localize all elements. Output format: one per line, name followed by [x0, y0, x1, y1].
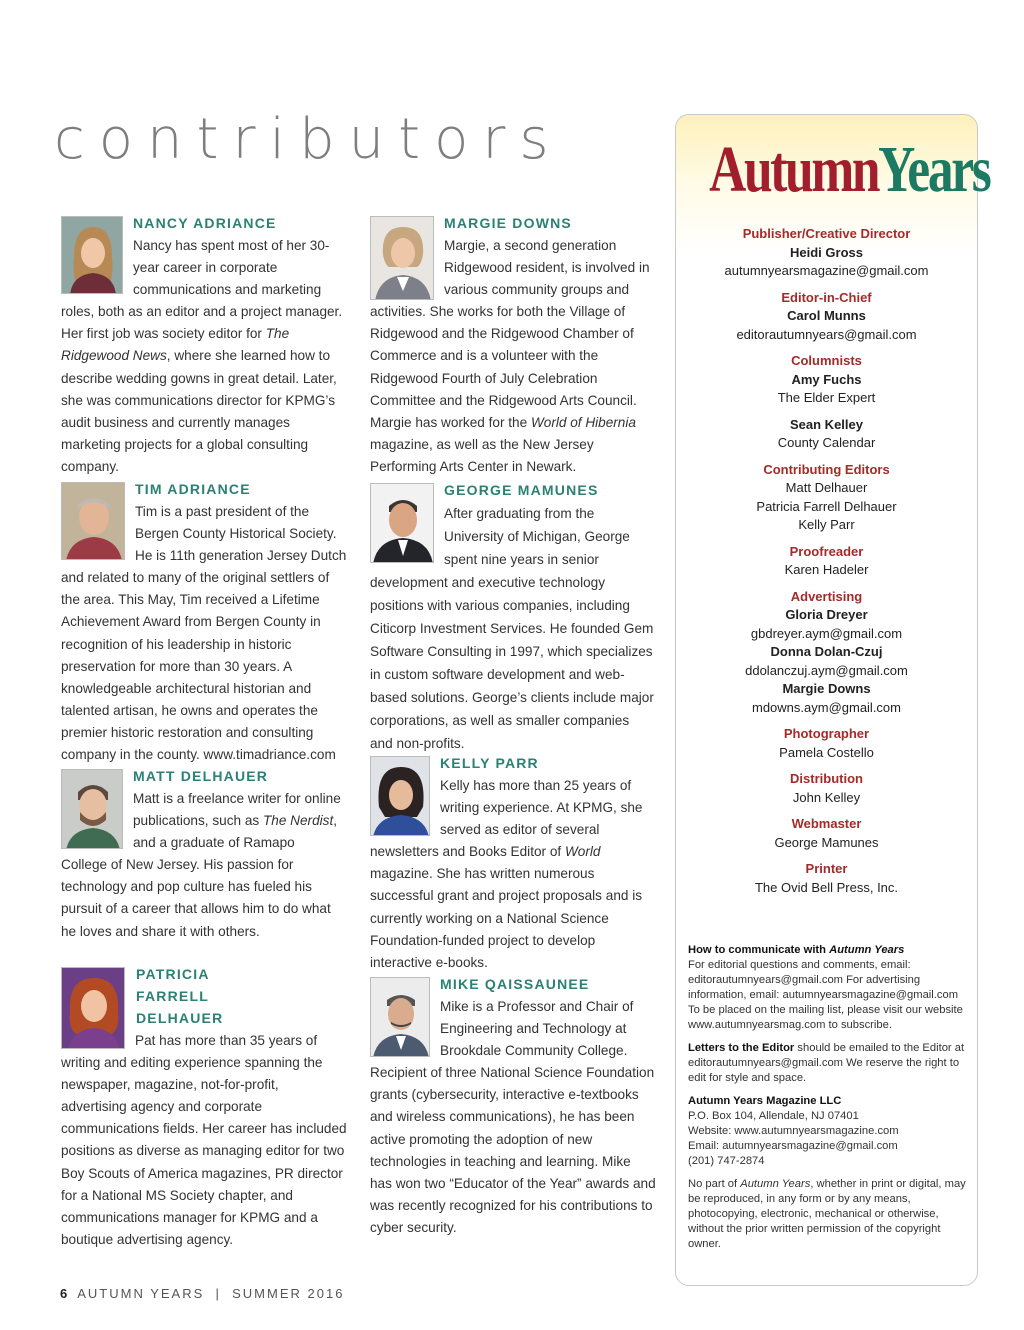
- portrait-george-mamunes: [370, 483, 434, 563]
- bio-matt-delhauer: MATT DELHAUER Matt is a freelance writer for online publications, such as The Nerdist, and a graduate of Ramapo College of New Jersey. His passion for technology and pop culture has fueled his pursuit of a career that allows him to do what he loves and share it with others.: [61, 765, 341, 943]
- bio-nancy-adriance: NANCY ADRIANCE Nancy has spent most of her 30-year career in corporate communications and marketing roles, both as an editor and a project manager. Her first job was society editor for The Ridgewood News, where she learned how to describe wedding gowns in great detail. Later, she was communications director for KPMG’s audit business and currently manages marketing projects for a global consulting company.: [61, 212, 345, 478]
- page-number: 6: [60, 1286, 68, 1301]
- autumn-years-logo: AutumnYears: [709, 133, 990, 206]
- portrait-kelly-parr: [370, 756, 430, 836]
- bio-margie-downs: MARGIE DOWNS Margie, a second generation Ridgewood resident, is involved in various community groups and activities. She works for both the Village of Ridgewood and the Ridgewood Chamber of Commerce and is a volunteer with the Ridgewood Fourth of July Celebration Committee and the Ridgewood Arts Council. Margie has worked for the World of Hibernia magazine, as well as the New Jersey Performing Arts Center in Newark.: [370, 212, 650, 478]
- page-title: contributors: [54, 107, 563, 172]
- bio-mike-qaissaunee: MIKE QAISSAUNEE Mike is a Professor and Chair of Engineering and Technology at Brookdale Community College. Recipient of three National Science Foundation grants (cybersecurity, interactive e-textbooks and wireless communications), he has been active promoting the adoption of new technologies in teaching and learning. Mike has won two “Educator of the Year” awards and was recently recognized for his contributions to cyber security.: [370, 973, 656, 1239]
- portrait-matt-delhauer: [61, 769, 123, 849]
- bio-name: KELLY PARR: [440, 755, 539, 771]
- letters-info: Letters to the Editor should be emailed to the Editor at editorautumnyears@gmail.com We reserve the right to edit for style and space.: [688, 1042, 965, 1084]
- portrait-mike-qaissaunee: [370, 977, 430, 1057]
- copyright-notice: No part of Autumn Years, whether in print or digital, may be reproduced, in any form or by any means, photocopying, electronic, mechanical or otherwise, without the prior written permission of the copyright owner.: [688, 1178, 966, 1250]
- bio-name: GEORGE MAMUNES: [444, 482, 599, 498]
- bio-name: MATT DELHAUER: [133, 768, 269, 784]
- page-folio: [60, 1286, 344, 1301]
- masthead-credits: Publisher/Creative Director Heidi Gross autumnyearsmagazine@gmail.com Editor-in-Chief Carol Munns editorautumnyears@gmail.com Columnists Amy Fuchs The Elder Expert Sean Kelley County Calendar Contributing Editors Matt Delhauer Patricia Farrell Delhauer Kelly Parr Proofreader Karen Hadeler Advertising Gloria Dreyer gbdreyer.aym@gmail.com Donna Dolan-Czuj ddolanczuj.aym@gmail.com Margie Downs mdowns.aym@gmail.com Photographer Pamela Costello Distribution John Kelley Webmaster George Mamunes Printer The Ovid Bell Press, Inc.: [724, 226, 929, 895]
- company-info: Autumn Years Magazine LLC P.O. Box 104, Allendale, NJ 07401 Website: www.autumnyearsmagazine.com Email: autumnyearsmagazine@gmail.com (201) 747-2874: [688, 1095, 899, 1167]
- portrait-tim-adriance: [61, 482, 125, 560]
- masthead-sidebar: [675, 114, 990, 1286]
- portrait-nancy-adriance: [61, 216, 123, 294]
- contact-fine-print: [688, 943, 970, 1260]
- communicate-info: How to communicate with Autumn Years For editorial questions and comments, email: editorautumnyears@gmail.com For advertising information, email: autumnyearsmagazine@gmail.com To be placed on the mailing list, please visit our website www.autumnyearsmag.com to subscribe.: [688, 944, 963, 1031]
- portrait-patricia-farrell-delhauer: [61, 967, 125, 1049]
- bio-name: PATRICIA FARRELL DELHAUER: [136, 966, 224, 1026]
- bio-name: TIM ADRIANCE: [135, 481, 251, 497]
- bio-george-mamunes: GEORGE MAMUNES After graduating from the University of Michigan, George spent nine years in senior development and executive technology positions with various companies, including Citicorp Investment Services. He founded Gem Software Consulting in 1997, which specializes in custom software development and web-based solutions. George’s clients include major corporations, as well as smaller companies and non-profits.: [370, 479, 654, 755]
- bio-kelly-parr: KELLY PARR Kelly has more than 25 years of writing experience. At KPMG, she served as editor of several newsletters and Books Editor of World magazine. She has written numerous successful grant and project proposals and is currently working on a National Science Foundation-funded project to develop interactive e-books.: [370, 752, 652, 974]
- bio-name: MIKE QAISSAUNEE: [440, 976, 590, 992]
- bio-name: NANCY ADRIANCE: [133, 215, 277, 231]
- folio-text: AUTUMN YEARS | SUMMER 2016: [77, 1286, 345, 1301]
- bio-tim-adriance: TIM ADRIANCE Tim is a past president of the Bergen County Historical Society. He is 11th generation Jersey Dutch and related to many of the original settlers of the area. This May, Tim received a Lifetime Achievement Award from Bergen County in recognition of his leadership in historic preservation for more than 30 years. A knowledgeable architectural historian and talented artisan, he owns and operates the premier historic restoration and consulting company in the county. www.timadriance.com: [61, 478, 347, 766]
- bio-name: MARGIE DOWNS: [444, 215, 572, 231]
- bio-patricia-farrell-delhauer: PATRICIA FARRELL DELHAUER Pat has more than 35 years of writing and editing experience spanning the newspaper, magazine, not-for-profit, advertising agency and corporate communications fields. Her career has included positions as diverse as managing editor for two Boy Scouts of America magazines, PR director for a National MS Society chapter, and communications manager for KPMG and a boutique advertising agency.: [61, 963, 347, 1251]
- portrait-margie-downs: [370, 216, 434, 300]
